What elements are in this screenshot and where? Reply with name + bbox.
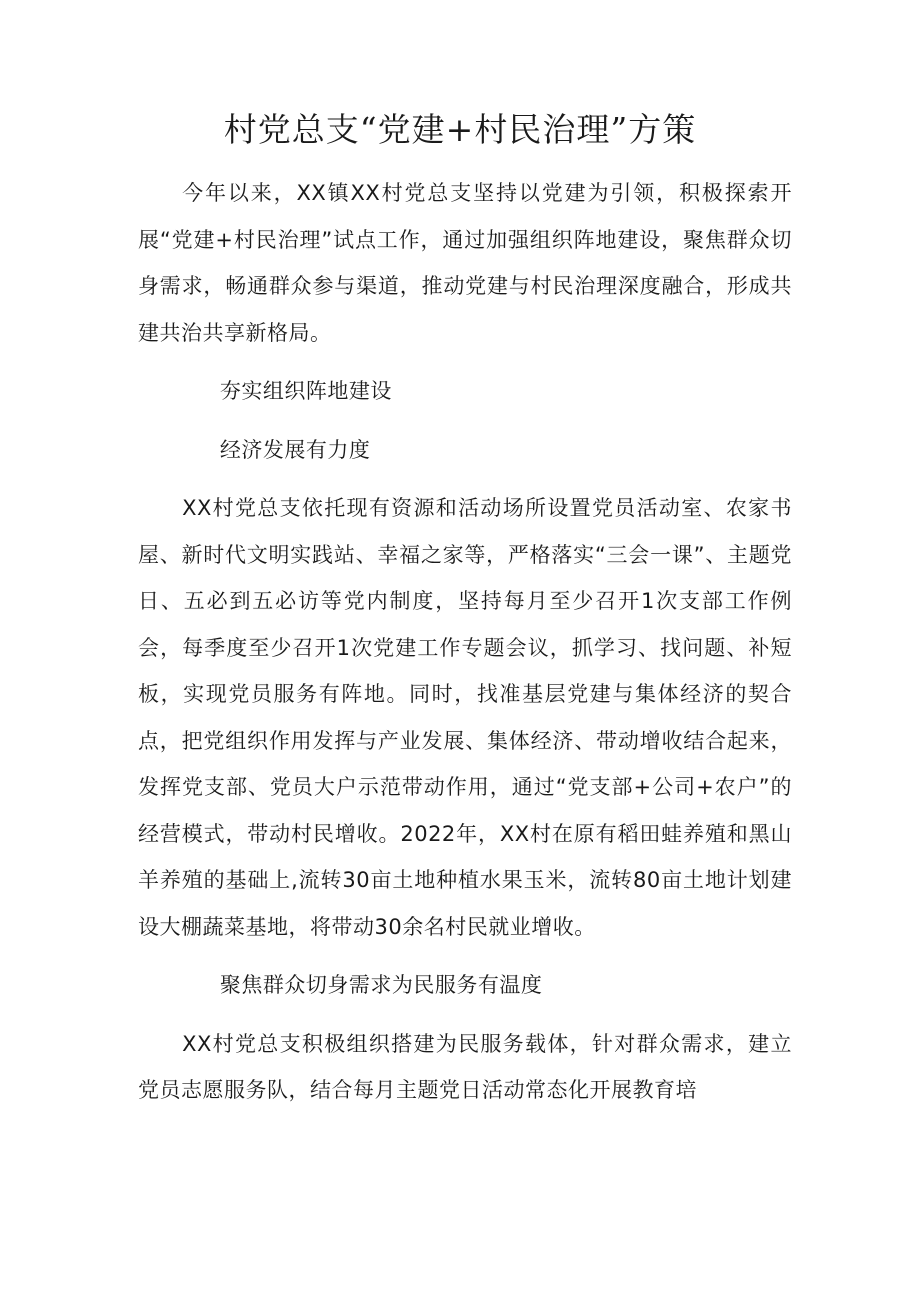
section-2-heading: 聚焦群众切身需求为民服务有温度 <box>219 973 543 997</box>
document-body <box>138 170 792 1114</box>
section-1-heading: 夯实组织阵地建设 <box>219 379 392 403</box>
section-1-subheading: 经济发展有力度 <box>219 437 371 462</box>
section-1-paragraph: XX村党总支依托现有资源和活动场所设置党员活动室、农家书屋、新时代文明实践站、幸福之家等，严格落实“三会一课”、主题党日、五必到五必访等党内制度，坚持每月至少召开1次支部工作例会，每季度至少召开1次党建工作专题会议，抓学习、找问题、补短板，实现党员服务有阵地。同时，找准基层党建与集体经济的契合点，把党组织作用发挥与产业发展、集体经济、带动增收结合起来，发挥党支部、党员大户示范带动作用，通过“党支部+公司+农户”的经营模式，带动村民增收。2022年，XX村在原有稻田蛙养殖和黑山羊养殖的基础上,流转30亩土地种植水果玉米，流转80亩土地计划建设大棚蔬菜基地，将带动30余名村民就业增收。 <box>138 496 792 939</box>
intro-paragraph: 今年以来，XX镇XX村党总支坚持以党建为引领，积极探索开展“党建+村民治理”试点工作，通过加强组织阵地建设，聚焦群众切身需求，畅通群众参与渠道，推动党建与村民治理深度融合，形成共建共治共享新格局。 <box>138 181 792 345</box>
section-2-paragraph: XX村党总支积极组织搭建为民服务载体，针对群众需求，建立党员志愿服务队，结合每月主题党日活动常态化开展教育培 <box>138 1031 792 1102</box>
document-title: 村党总支“党建+村民治理”方策 <box>223 110 697 149</box>
